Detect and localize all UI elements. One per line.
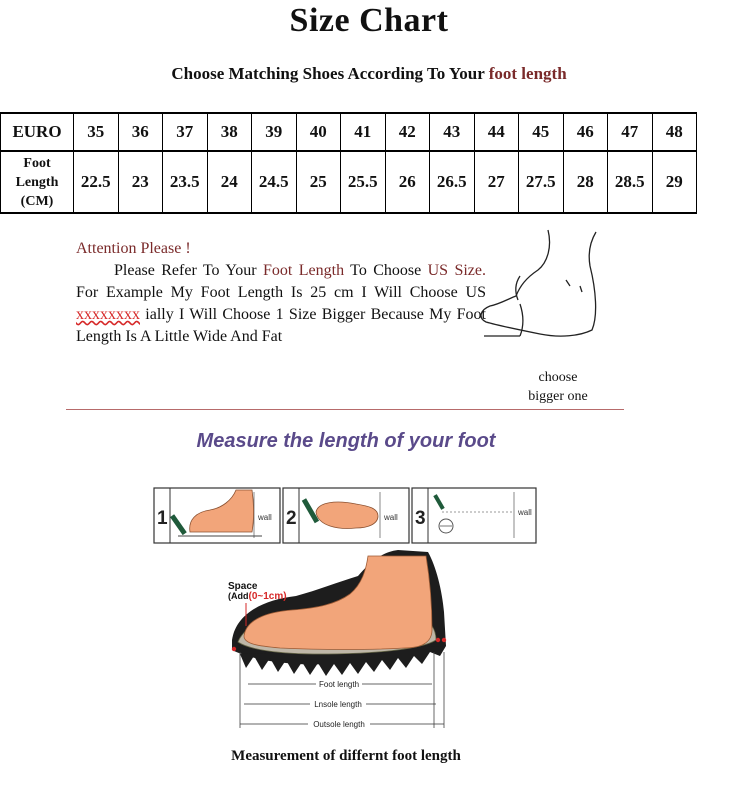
foot-length-header-line: Length (15, 174, 59, 190)
subtitle-highlight: foot length (488, 64, 567, 83)
foot-length-cell: 26 (385, 151, 430, 213)
step-1-panel (154, 488, 280, 543)
euro-size-cell: 37 (163, 113, 208, 151)
attention-red-text: Foot Length (263, 262, 345, 279)
euro-size-cell: 47 (608, 113, 653, 151)
foot-length-cell: 25 (296, 151, 341, 213)
attention-text: Please Refer To Your (114, 262, 264, 279)
choose-bigger-line: choose (538, 370, 578, 385)
foot-length-cell: 29 (652, 151, 697, 213)
euro-size-cell: 45 (519, 113, 564, 151)
euro-size-cell: 40 (296, 113, 341, 151)
step-2-wall-label: wall (384, 513, 398, 522)
outsole-length-label: Outsole length (313, 720, 365, 729)
diagram-caption: Measurement of differnt foot length (231, 748, 461, 764)
step-2-number: 2 (286, 508, 297, 529)
euro-size-cell: 44 (474, 113, 519, 151)
foot-length-cell: 28.5 (608, 151, 653, 213)
foot-length-cell: 27 (474, 151, 519, 213)
space-sub-range: (0~1cm) (248, 591, 287, 602)
step-2-panel (283, 488, 409, 543)
step-3-panel (412, 488, 536, 543)
foot-length-cell: 27.5 (519, 151, 564, 213)
foot-length-cell: 23.5 (163, 151, 208, 213)
foot-length-cell: 22.5 (74, 151, 119, 213)
attention-text: For Example My Foot Length Is 25 cm I Will Choose US (76, 284, 486, 301)
euro-size-cell: 42 (385, 113, 430, 151)
euro-size-cell: 46 (563, 113, 608, 151)
space-label: Space (228, 581, 258, 592)
euro-header: EURO (1, 113, 74, 151)
shoe-diagram (228, 550, 446, 729)
attention-text: To Choose (344, 262, 428, 279)
foot-length-cell: 28 (563, 151, 608, 213)
foot-length-cell: 26.5 (430, 151, 475, 213)
attention-red-text: US Size. (427, 262, 486, 279)
attention-text: ially I Will Choose 1 Size Bigger Because My Foot Length Is A Little Wide And Fat (76, 306, 486, 345)
choose-bigger-line: bigger one (528, 389, 588, 404)
step-3-number: 3 (415, 508, 426, 529)
foot-length-cell: 24.5 (252, 151, 297, 213)
euro-size-cell: 48 (652, 113, 697, 151)
foot-length-cell: 25.5 (341, 151, 386, 213)
space-sub-prefix: (Add (228, 591, 249, 601)
euro-size-cell: 36 (118, 113, 163, 151)
foot-length-label: Foot length (318, 680, 360, 689)
space-sub-label (228, 591, 287, 602)
insole-length-label: Lnsole length (314, 700, 362, 709)
measure-heading: Measure the length of your foot (196, 430, 496, 452)
attention-heading: Attention Please ! (76, 240, 191, 257)
page-title: Size Chart (289, 2, 449, 39)
step-3-wall-label: wall (518, 508, 532, 517)
foot-length-header-line: (CM) (20, 193, 54, 209)
euro-size-cell: 41 (341, 113, 386, 151)
step-1-wall-label: wall (258, 513, 272, 522)
attention-redacted-text: xxxxxxxx (76, 306, 140, 323)
foot-length-header-line: Foot (23, 155, 51, 171)
euro-size-cell: 43 (430, 113, 475, 151)
euro-size-cell: 39 (252, 113, 297, 151)
step-1-number: 1 (157, 508, 168, 529)
subtitle-text: Choose Matching Shoes According To Your (171, 64, 489, 83)
euro-size-cell: 35 (74, 113, 119, 151)
foot-length-cell: 24 (207, 151, 252, 213)
foot-length-cell: 23 (118, 151, 163, 213)
euro-size-cell: 38 (207, 113, 252, 151)
